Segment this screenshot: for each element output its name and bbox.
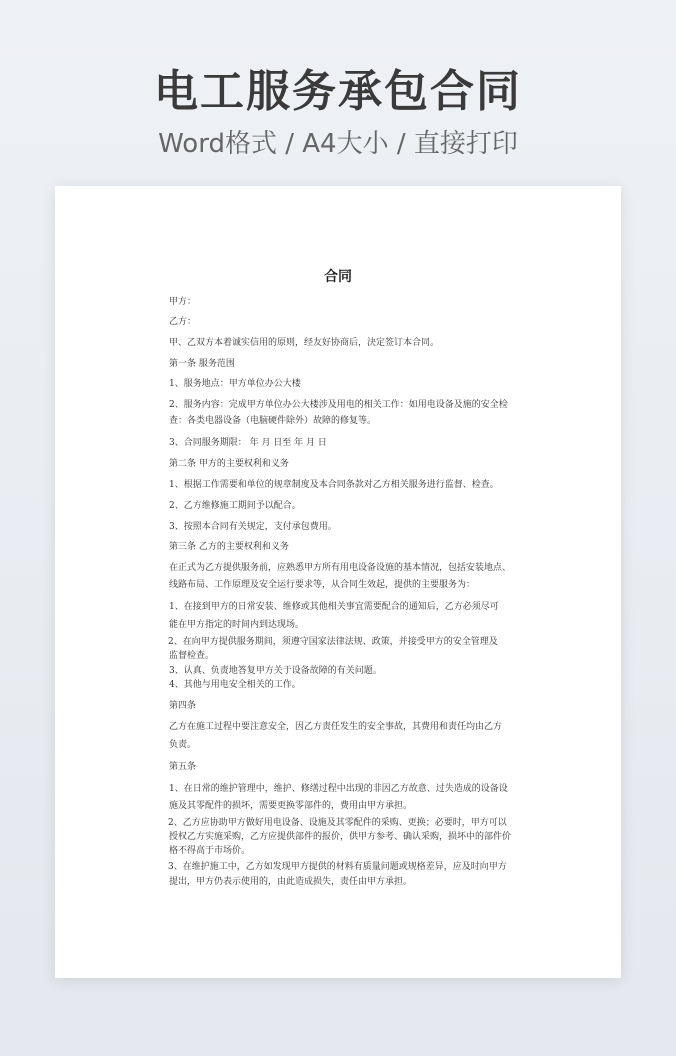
clause-line: 1、在接到甲方的日常安装、维修或其他相关事宜需要配合的通知后，乙方必须尽可: [169, 602, 499, 612]
document-page: [55, 186, 621, 978]
clause-line: 1、服务地点：甲方单位办公大楼: [169, 379, 301, 389]
article-heading: 第二条 甲方的主要权利和义务: [169, 459, 289, 469]
clause-line: 授权乙方实施采购，乙方应提供部件的报价，供甲方参考、确认采购，损坏中的部件价: [169, 832, 512, 842]
clause-line: 2、乙方应协助甲方做好用电设备、设施及其零配件的采购、更换；必要时，甲方可以: [168, 818, 507, 828]
clause-line: 2、在向甲方提供服务期间，须遵守国家法律法规、政策，并接受甲方的安全管理及: [168, 637, 498, 647]
clause-line: 2、服务内容：完成甲方单位办公大楼涉及用电的相关工作：如用电设备及施的安全检: [169, 400, 508, 410]
clause-line: 3、认真、负责地答复甲方关于设备故障的有关问题。: [169, 666, 382, 676]
article-heading: 第五条: [169, 762, 197, 772]
clause-line: 2、乙方维修施工期间予以配合。: [169, 501, 301, 511]
preamble-line: 甲、乙双方本着诚实信用的原则，经友好协商后，決定签订本合同。: [169, 338, 440, 348]
clause-line: 查：各类电器设备（电脑硬件除外）故障的修复等。: [169, 416, 377, 426]
clause-line: 监督检查。: [169, 651, 215, 661]
banner: [0, 62, 676, 164]
article-heading: 第一条 服务范围: [169, 359, 235, 369]
clause-line: 3、在维护施工中，乙方如发现甲方提供的材料有质量问题或规格差异，应及时向甲方: [168, 862, 507, 872]
party-b-line: 乙方：: [169, 317, 197, 327]
clause-line: 1、在日常的维护管理中，维护、修缮过程中出现的非因乙方故意、过失造成的设备设: [169, 784, 508, 794]
document-title: 合同: [324, 269, 352, 285]
page-title: 电工服务承包合同: [154, 66, 522, 117]
article-heading: 第三条 乙方的主要权利和义务: [169, 542, 289, 552]
clause-line: 3、合同服务期限： 年 月 日至 年 月 日: [169, 438, 327, 448]
clause-line: 格不得高于市场价。: [169, 846, 251, 856]
clause-line: 在正式为乙方提供服务前，应熟悉甲方所有用电设备设施的基本情况，包括安装地点、: [169, 563, 512, 573]
clause-line: 3、按照本合同有关规定，支付承包费用。: [169, 522, 337, 532]
clause-line: 提出，甲方仍表示使用的，由此造成损失，责任由甲方承担。: [169, 877, 413, 887]
clause-line: 负责。: [169, 740, 197, 750]
clause-line: 1、根据工作需要和单位的规章制度及本合同条款对乙方相关服务进行监督、检查。: [169, 480, 499, 490]
clause-line: 4、其他与用电安全相关的工作。: [169, 680, 301, 690]
clause-line: 施及其零配件的损坏，需要更换零部件的，费用由甲方承担。: [169, 801, 413, 811]
article-heading: 第四条: [169, 701, 197, 711]
page-subtitle: Word格式 / A4大小 / 直接打印: [158, 129, 518, 159]
clause-line: 乙方在施工过程中要注意安全，因乙方责任发生的安全事故，其费用和责任均由乙方: [169, 722, 503, 732]
clause-line: 线路布局、工作原理及安全运行要求等，从合同生效起，提供的主要服务为：: [169, 580, 476, 590]
clause-line: 能在甲方指定的时间内到达现场。: [169, 620, 305, 630]
party-a-line: 甲方：: [169, 297, 197, 307]
